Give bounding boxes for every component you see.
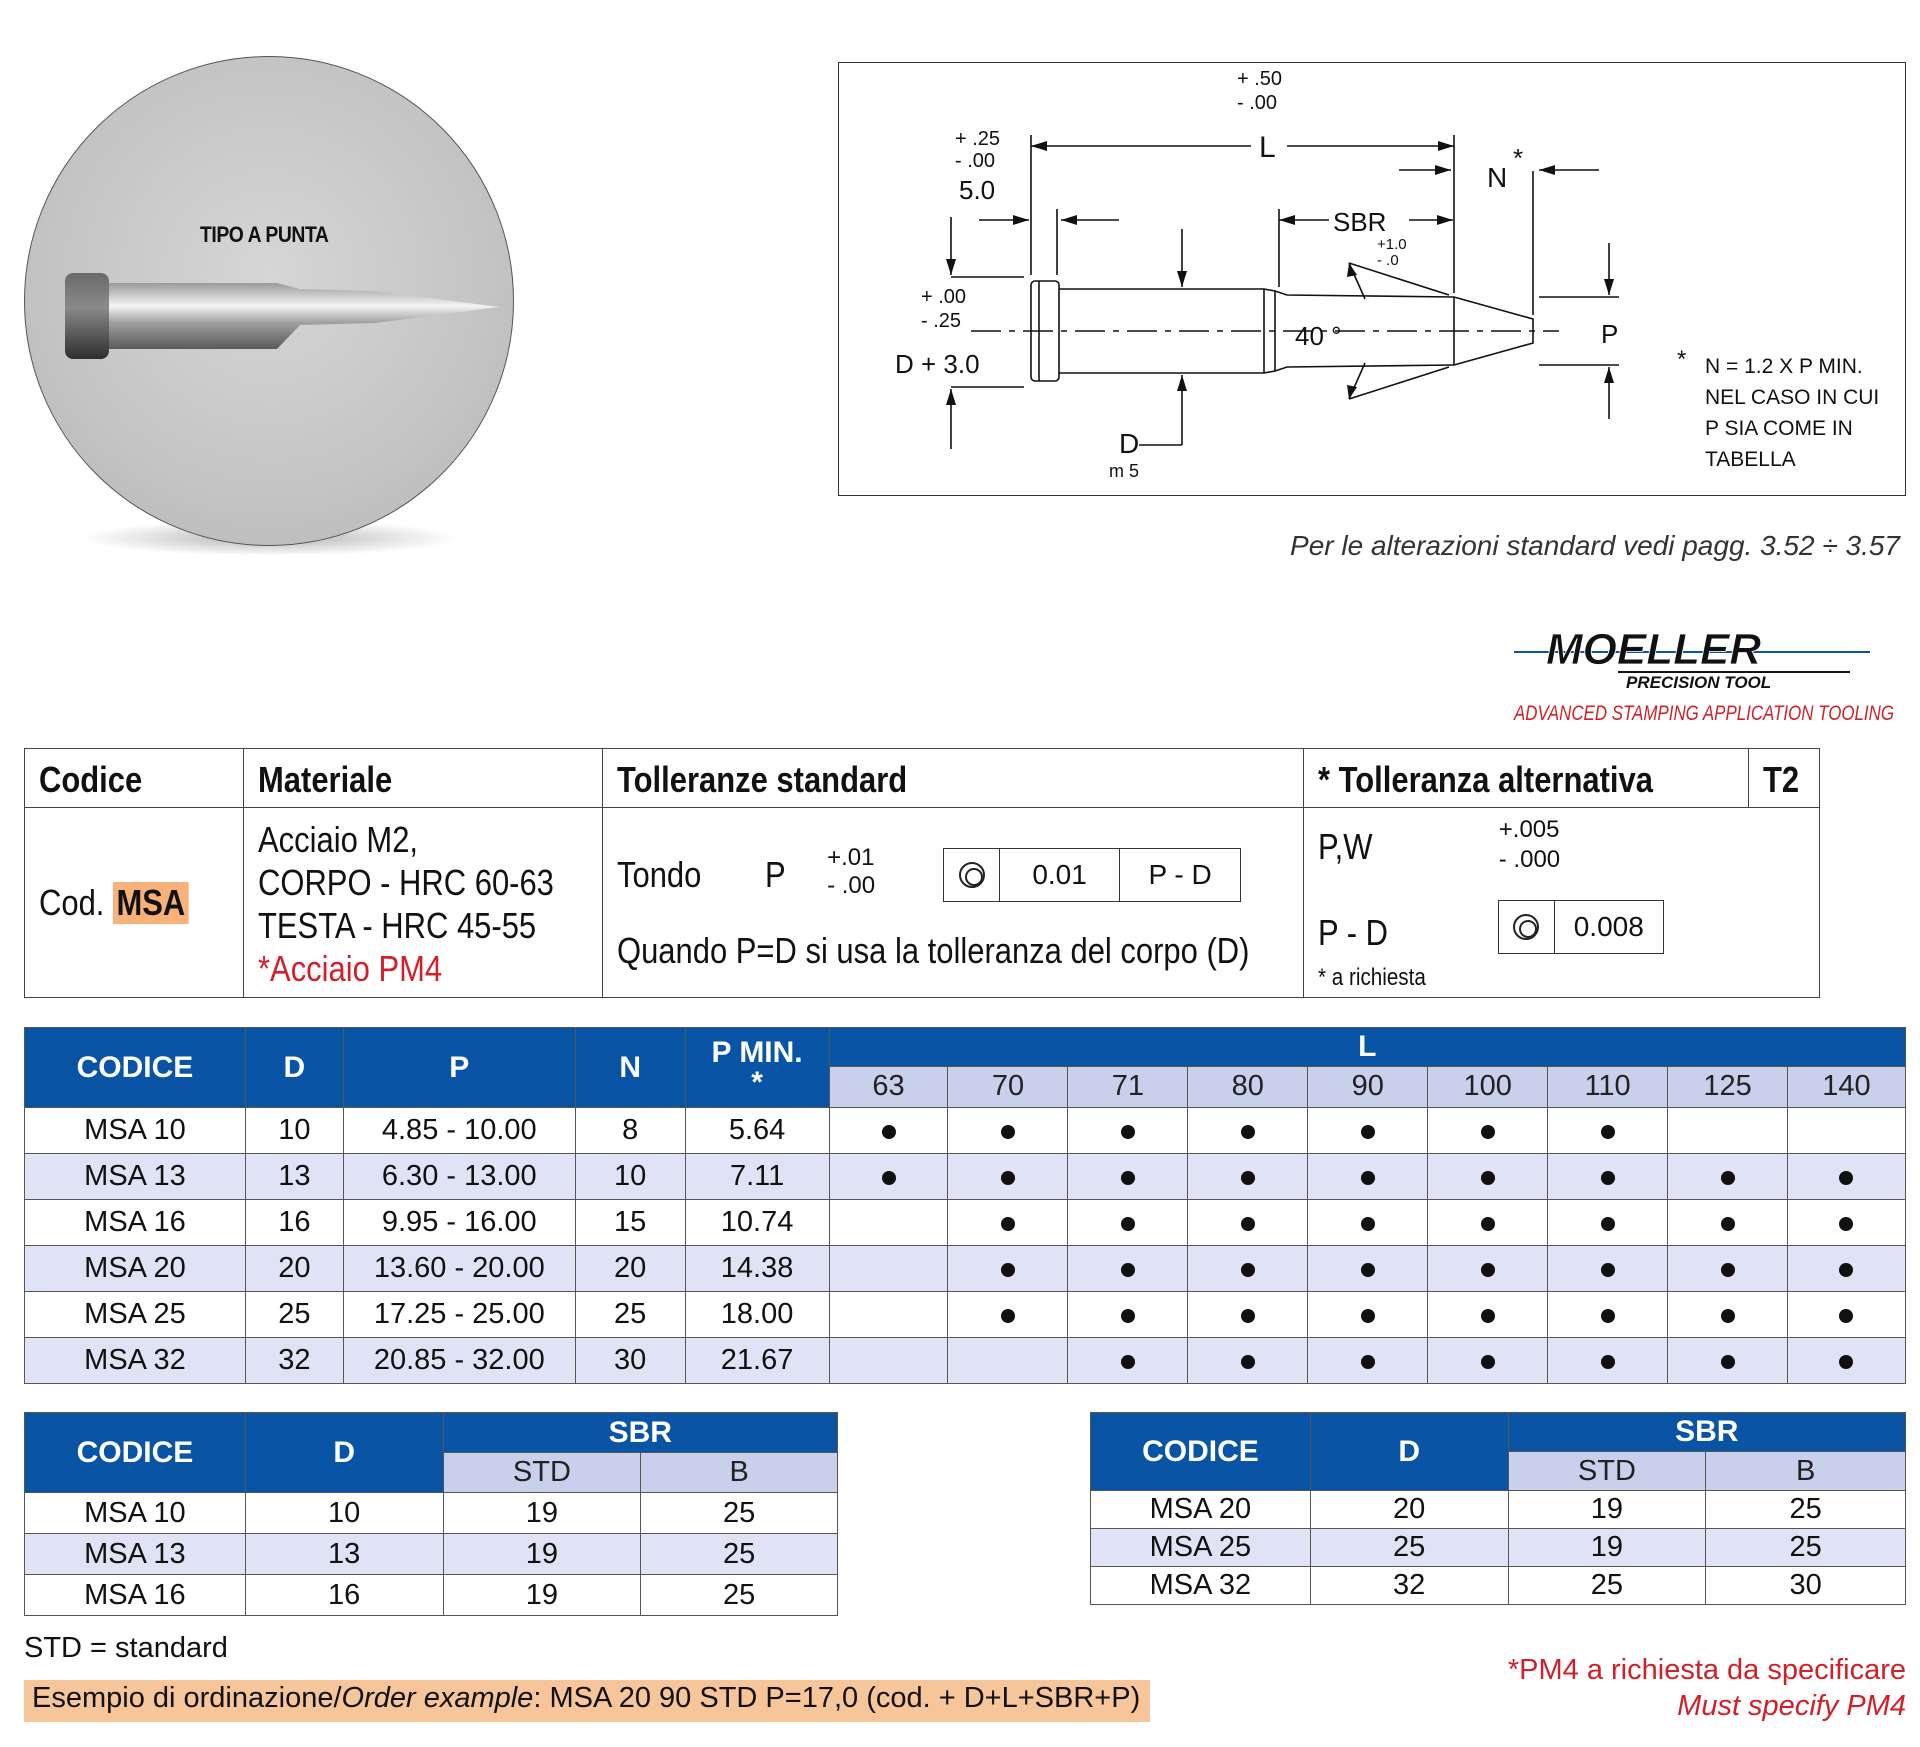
table-row	[1091, 1529, 1906, 1567]
available-dot-icon	[882, 1171, 896, 1185]
tol-head-d-minus: - .25	[921, 310, 962, 332]
p-label: P	[765, 854, 786, 895]
l-header-100: 100	[1428, 1066, 1548, 1107]
moeller-logo	[1510, 626, 1900, 728]
cell-codice: MSA 10	[25, 1108, 246, 1154]
cod-value: MSA	[113, 882, 189, 924]
available-dot-icon	[1121, 1217, 1135, 1231]
cell-p: 13.60 - 20.00	[343, 1246, 575, 1292]
cell-l-125	[1668, 1338, 1788, 1384]
order-example	[24, 1680, 1150, 1722]
pd-value: 0.008	[1573, 911, 1644, 942]
available-dot-icon	[1839, 1263, 1853, 1277]
available-dot-icon	[1721, 1171, 1735, 1185]
table-row	[1091, 1491, 1906, 1529]
sbr-table-left	[24, 1412, 838, 1616]
cell-l-70	[948, 1154, 1068, 1200]
cell-l-125	[1668, 1292, 1788, 1338]
available-dot-icon	[882, 1125, 896, 1139]
cell-p: 4.85 - 10.00	[343, 1108, 575, 1154]
l-header-125: 125	[1668, 1066, 1788, 1107]
logo-tagline: ADVANCED STAMPING APPLICATION TOOLING	[1512, 702, 1894, 725]
available-dot-icon	[1361, 1263, 1375, 1277]
cell-l-110	[1548, 1108, 1668, 1154]
cell-d: 32	[1310, 1567, 1508, 1605]
cell-l-110	[1548, 1154, 1668, 1200]
cell-b: 30	[1706, 1567, 1906, 1605]
cell-l-140	[1787, 1292, 1905, 1338]
table-row	[25, 1338, 1906, 1384]
cell-l-100	[1428, 1200, 1548, 1246]
cell-b: 25	[1706, 1529, 1906, 1567]
sbr-left-header-b: B	[641, 1453, 838, 1493]
sbr-right-header-d: D	[1310, 1413, 1508, 1491]
available-dot-icon	[1361, 1309, 1375, 1323]
cell-b: 25	[1706, 1491, 1906, 1529]
dim-d: D	[1119, 428, 1140, 459]
concentricity-value: 0.01	[1000, 849, 1120, 901]
cell-std: 19	[1508, 1491, 1706, 1529]
cell-n: 30	[575, 1338, 685, 1384]
available-dot-icon	[1121, 1309, 1135, 1323]
cell-std: 19	[443, 1493, 641, 1534]
cell-l-140	[1787, 1154, 1905, 1200]
available-dot-icon	[1601, 1263, 1615, 1277]
spec-header-tolleranze: Tolleranze standard	[603, 749, 1304, 808]
tol-sbr-minus: - .0	[1377, 252, 1399, 269]
cell-l-80	[1188, 1154, 1308, 1200]
cell-l-70	[948, 1338, 1068, 1384]
cell-std: 19	[1508, 1529, 1706, 1567]
cell-codice: MSA 10	[25, 1493, 246, 1534]
cell-l-71	[1068, 1246, 1188, 1292]
spec-header-alternativa: * Tolleranza alternativa	[1303, 749, 1748, 808]
available-dot-icon	[1481, 1263, 1495, 1277]
l-header-110: 110	[1548, 1066, 1668, 1107]
p-tol-minus: - .00	[827, 872, 876, 899]
cell-std: 19	[443, 1575, 641, 1616]
alteration-note: Per le alterazioni standard vedi pagg. 3.52 ÷ 3.57	[1290, 530, 1900, 561]
l-header-80: 80	[1188, 1066, 1308, 1107]
cell-l-140	[1787, 1200, 1905, 1246]
cell-std: 19	[443, 1534, 641, 1575]
std-note: STD = standard	[24, 1632, 228, 1664]
cell-d: 20	[1310, 1491, 1508, 1529]
cell-p: 9.95 - 16.00	[343, 1200, 575, 1246]
tol-sbr-plus: +1.0	[1377, 236, 1407, 253]
available-dot-icon	[1121, 1171, 1135, 1185]
cell-l-80	[1188, 1246, 1308, 1292]
cell-n: 15	[575, 1200, 685, 1246]
sbr-right-header-sbr: SBR	[1508, 1413, 1905, 1452]
tondo-label: Tondo	[617, 854, 702, 895]
sbr-left-header-d: D	[245, 1413, 443, 1493]
cell-b: 25	[641, 1575, 838, 1616]
cell-l-63	[829, 1338, 948, 1384]
tol-head-minus: - .00	[955, 150, 996, 172]
cell-l-140	[1787, 1246, 1905, 1292]
spec-materiale-cell	[244, 808, 603, 998]
available-dot-icon	[1721, 1217, 1735, 1231]
cell-l-125	[1668, 1108, 1788, 1154]
cell-l-125	[1668, 1154, 1788, 1200]
cell-codice: MSA 25	[1091, 1529, 1311, 1567]
available-dot-icon	[1241, 1125, 1255, 1139]
available-dot-icon	[1001, 1217, 1015, 1231]
quando-text: Quando P=D si usa la tolleranza del corpo (D)	[617, 930, 1250, 971]
note-star: *	[1677, 346, 1687, 373]
available-dot-icon	[1721, 1309, 1735, 1323]
cell-d: 10	[245, 1493, 443, 1534]
cell-l-90	[1308, 1292, 1428, 1338]
available-dot-icon	[1121, 1263, 1135, 1277]
concentricity-box-alt	[1498, 900, 1664, 954]
cell-d: 32	[245, 1338, 343, 1384]
cell-codice: MSA 25	[25, 1292, 246, 1338]
available-dot-icon	[1601, 1171, 1615, 1185]
available-dot-icon	[1001, 1263, 1015, 1277]
cell-l-90	[1308, 1154, 1428, 1200]
cell-n: 8	[575, 1108, 685, 1154]
available-dot-icon	[1721, 1355, 1735, 1369]
materiale-line-4: *Acciaio PM4	[258, 948, 443, 989]
available-dot-icon	[1361, 1217, 1375, 1231]
cell-p: 6.30 - 13.00	[343, 1154, 575, 1200]
cell-b: 25	[641, 1534, 838, 1575]
materiale-line-3: TESTA - HRC 45-55	[258, 905, 537, 946]
order-label-it: Esempio di ordinazione/	[32, 1682, 342, 1714]
cell-codice: MSA 32	[25, 1338, 246, 1384]
cell-l-71	[1068, 1200, 1188, 1246]
cell-pmin: 7.11	[685, 1154, 829, 1200]
cell-pmin: 10.74	[685, 1200, 829, 1246]
col-header-codice: CODICE	[25, 1028, 246, 1108]
cell-l-140	[1787, 1338, 1905, 1384]
spec-header-codice: Codice	[25, 749, 244, 808]
cell-codice: MSA 16	[25, 1200, 246, 1246]
col-header-n: N	[575, 1028, 685, 1108]
sbr-right-header-std: STD	[1508, 1452, 1706, 1491]
cell-codice: MSA 20	[1091, 1491, 1311, 1529]
cell-p: 17.25 - 25.00	[343, 1292, 575, 1338]
sbr-right-header-codice: CODICE	[1091, 1413, 1311, 1491]
cell-d: 25	[1310, 1529, 1508, 1567]
a-richiesta-note: * a richiesta	[1317, 964, 1426, 991]
available-dot-icon	[1241, 1263, 1255, 1277]
tol-head-d-plus: + .00	[921, 286, 967, 308]
cell-l-100	[1428, 1246, 1548, 1292]
pw-tol-minus: - .000	[1498, 846, 1561, 873]
table-row	[25, 1108, 1906, 1154]
cell-l-100	[1428, 1292, 1548, 1338]
p-tol-plus: +.01	[827, 844, 875, 871]
available-dot-icon	[1121, 1355, 1135, 1369]
table-row	[25, 1493, 838, 1534]
cell-l-71	[1068, 1154, 1188, 1200]
note-line-4: TABELLA	[1705, 448, 1796, 471]
cell-n: 25	[575, 1292, 685, 1338]
cell-l-70	[948, 1246, 1068, 1292]
cell-d: 25	[245, 1292, 343, 1338]
cell-l-140	[1787, 1108, 1905, 1154]
cell-l-63	[829, 1108, 948, 1154]
cell-pmin: 21.67	[685, 1338, 829, 1384]
cell-l-110	[1548, 1200, 1668, 1246]
cell-pmin: 5.64	[685, 1108, 829, 1154]
cell-l-110	[1548, 1292, 1668, 1338]
cell-d: 20	[245, 1246, 343, 1292]
materiale-line-2: CORPO - HRC 60-63	[258, 862, 554, 903]
order-value: : MSA 20 90 STD P=17,0 (cod. + D+L+SBR+P)	[533, 1682, 1141, 1714]
tol-l-plus: + .50	[1237, 68, 1283, 90]
product-photo	[24, 56, 514, 546]
cell-l-63	[829, 1154, 948, 1200]
available-dot-icon	[1601, 1217, 1615, 1231]
cell-pmin: 14.38	[685, 1246, 829, 1292]
cell-l-71	[1068, 1292, 1188, 1338]
main-dimension-table	[24, 1027, 1906, 1384]
cell-l-90	[1308, 1246, 1428, 1292]
available-dot-icon	[1241, 1309, 1255, 1323]
concentricity-box	[943, 848, 1241, 902]
dim-angle: 40 °	[1295, 321, 1342, 351]
photo-label: TIPO A PUNTA	[200, 222, 329, 247]
available-dot-icon	[1241, 1355, 1255, 1369]
cell-l-63	[829, 1292, 948, 1338]
l-header-63: 63	[829, 1066, 948, 1107]
spec-codice-cell	[25, 808, 244, 998]
available-dot-icon	[1001, 1171, 1015, 1185]
l-header-71: 71	[1068, 1066, 1188, 1107]
cell-l-80	[1188, 1338, 1308, 1384]
concentricity-ref: P - D	[1148, 859, 1212, 890]
available-dot-icon	[1839, 1171, 1853, 1185]
cell-l-125	[1668, 1246, 1788, 1292]
cell-l-80	[1188, 1292, 1308, 1338]
logo-name: MOELLER	[1546, 626, 1762, 674]
available-dot-icon	[1601, 1125, 1615, 1139]
cell-codice: MSA 20	[25, 1246, 246, 1292]
cell-l-80	[1188, 1200, 1308, 1246]
available-dot-icon	[1481, 1125, 1495, 1139]
cell-codice: MSA 32	[1091, 1567, 1311, 1605]
pm4-note-en: Must specify PM4	[1677, 1690, 1906, 1722]
logo-sub: PRECISION TOOL	[1626, 673, 1772, 692]
col-header-p: P	[343, 1028, 575, 1108]
cell-l-70	[948, 1292, 1068, 1338]
spec-header-t2: T2	[1748, 749, 1819, 808]
cell-l-110	[1548, 1338, 1668, 1384]
table-row	[25, 1575, 838, 1616]
drawing-svg	[839, 63, 1907, 497]
cell-l-80	[1188, 1108, 1308, 1154]
cell-l-90	[1308, 1200, 1428, 1246]
cell-l-70	[948, 1108, 1068, 1154]
cell-l-100	[1428, 1108, 1548, 1154]
available-dot-icon	[1721, 1263, 1735, 1277]
tol-head-plus: + .25	[955, 128, 1001, 150]
table-row	[1091, 1567, 1906, 1605]
punch-illustration	[25, 57, 514, 546]
note-line-1: N = 1.2 X P MIN.	[1705, 355, 1863, 378]
col-header-pmin: P MIN. *	[685, 1028, 829, 1108]
available-dot-icon	[1839, 1309, 1853, 1323]
cell-l-90	[1308, 1108, 1428, 1154]
available-dot-icon	[1241, 1217, 1255, 1231]
cell-d: 13	[245, 1154, 343, 1200]
technical-drawing	[838, 62, 1906, 496]
available-dot-icon	[1001, 1309, 1015, 1323]
concentricity-icon-alt	[1513, 914, 1539, 940]
materiale-line-1: Acciaio M2,	[258, 819, 419, 860]
sbr-left-header-codice: CODICE	[25, 1413, 246, 1493]
available-dot-icon	[1241, 1171, 1255, 1185]
spec-table	[24, 748, 1820, 998]
available-dot-icon	[1481, 1171, 1495, 1185]
cell-pmin: 18.00	[685, 1292, 829, 1338]
pw-label: P,W	[1317, 826, 1373, 867]
dim-n: N	[1487, 162, 1508, 193]
note-line-3: P SIA COME IN	[1705, 417, 1853, 440]
cell-d: 16	[245, 1575, 443, 1616]
cell-n: 20	[575, 1246, 685, 1292]
cell-l-63	[829, 1246, 948, 1292]
sbr-table-right	[1090, 1412, 1906, 1605]
cell-std: 25	[1508, 1567, 1706, 1605]
dim-n-star: *	[1513, 143, 1524, 173]
available-dot-icon	[1481, 1355, 1495, 1369]
available-dot-icon	[1601, 1355, 1615, 1369]
available-dot-icon	[1361, 1171, 1375, 1185]
cell-l-100	[1428, 1338, 1548, 1384]
pm4-note-it: *PM4 a richiesta da specificare	[1507, 1654, 1906, 1686]
order-label-en: Order example	[341, 1682, 534, 1714]
cell-codice: MSA 13	[25, 1154, 246, 1200]
col-header-d: D	[245, 1028, 343, 1108]
spec-header-materiale: Materiale	[244, 749, 603, 808]
cell-n: 10	[575, 1154, 685, 1200]
table-row	[25, 1200, 1906, 1246]
cell-d: 16	[245, 1200, 343, 1246]
available-dot-icon	[1001, 1125, 1015, 1139]
spec-tolleranze-cell	[603, 808, 1304, 998]
note-line-2: NEL CASO IN CUI	[1705, 386, 1880, 409]
cod-prefix: Cod.	[39, 881, 105, 923]
cell-codice: MSA 16	[25, 1575, 246, 1616]
dim-head-diameter: D + 3.0	[895, 349, 980, 379]
spec-alternativa-cell	[1303, 808, 1819, 998]
l-header-70: 70	[948, 1066, 1068, 1107]
sbr-left-header-std: STD	[443, 1453, 641, 1493]
available-dot-icon	[1839, 1355, 1853, 1369]
cell-l-110	[1548, 1246, 1668, 1292]
table-row	[25, 1246, 1906, 1292]
cell-l-100	[1428, 1154, 1548, 1200]
dim-d-fit: m 5	[1109, 461, 1140, 481]
sbr-right-header-b: B	[1706, 1452, 1906, 1491]
dim-head-length: 5.0	[959, 175, 996, 205]
pm4-note	[1508, 1652, 1906, 1724]
cell-l-70	[948, 1200, 1068, 1246]
concentricity-icon	[959, 862, 985, 888]
available-dot-icon	[1361, 1355, 1375, 1369]
cell-l-71	[1068, 1108, 1188, 1154]
dim-l: L	[1259, 131, 1276, 164]
cell-d: 10	[245, 1108, 343, 1154]
table-row	[25, 1292, 1906, 1338]
cell-l-71	[1068, 1338, 1188, 1384]
cell-b: 25	[641, 1493, 838, 1534]
table-row	[25, 1154, 1906, 1200]
cell-codice: MSA 13	[25, 1534, 246, 1575]
pd-label: P - D	[1317, 912, 1388, 953]
available-dot-icon	[1121, 1125, 1135, 1139]
available-dot-icon	[1839, 1217, 1853, 1231]
cell-l-63	[829, 1200, 948, 1246]
col-header-l: L	[829, 1028, 1905, 1067]
cell-d: 13	[245, 1534, 443, 1575]
available-dot-icon	[1481, 1309, 1495, 1323]
cell-l-90	[1308, 1338, 1428, 1384]
dim-p: P	[1601, 319, 1619, 349]
tol-l-minus: - .00	[1237, 92, 1278, 114]
l-header-90: 90	[1308, 1066, 1428, 1107]
available-dot-icon	[1601, 1309, 1615, 1323]
sbr-left-header-sbr: SBR	[443, 1413, 837, 1453]
available-dot-icon	[1361, 1125, 1375, 1139]
cell-l-125	[1668, 1200, 1788, 1246]
l-header-140: 140	[1787, 1066, 1905, 1107]
table-row	[25, 1534, 838, 1575]
dim-sbr: SBR	[1333, 207, 1387, 237]
pw-tol-plus: +.005	[1498, 816, 1560, 843]
available-dot-icon	[1481, 1217, 1495, 1231]
cell-p: 20.85 - 32.00	[343, 1338, 575, 1384]
